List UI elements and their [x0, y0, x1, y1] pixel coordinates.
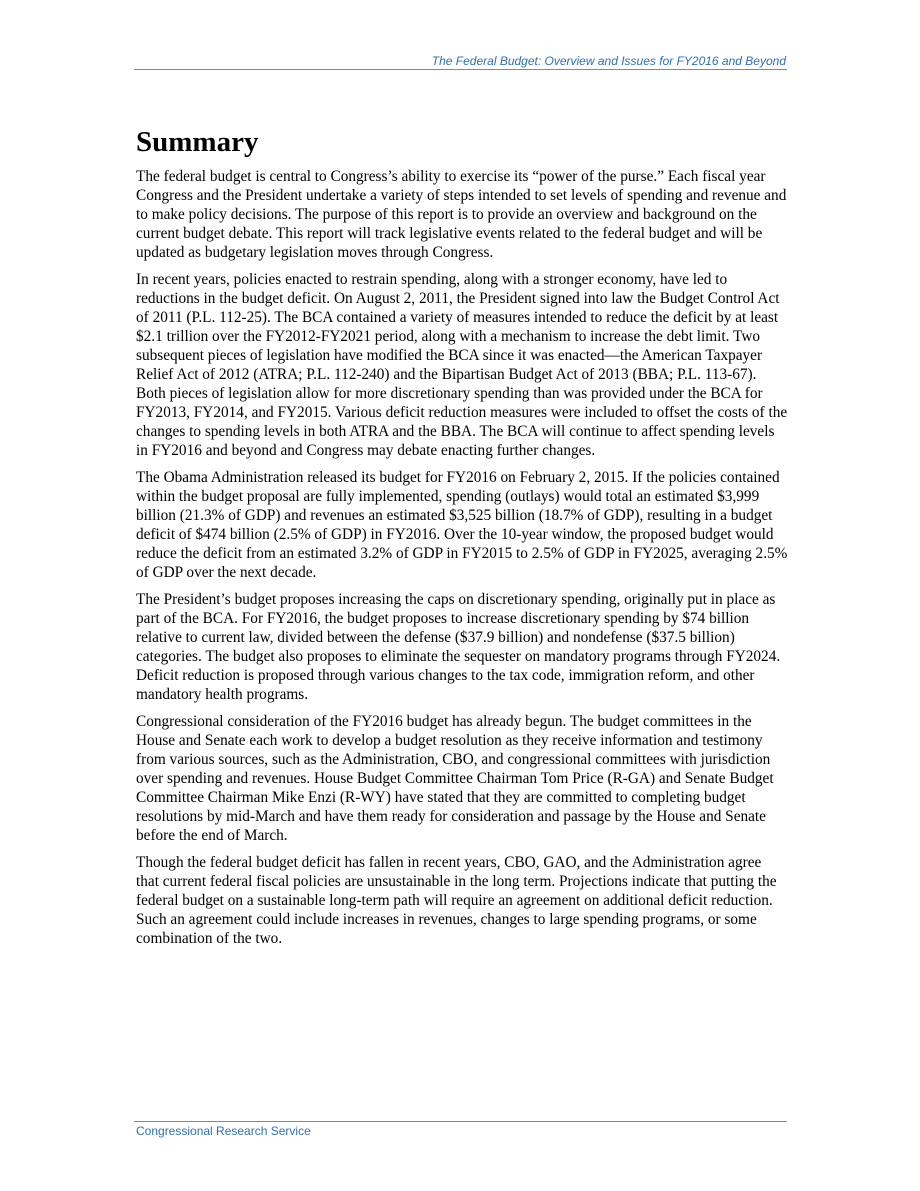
summary-body — [136, 167, 788, 956]
summary-paragraph: Though the federal budget deficit has fallen in recent years, CBO, GAO, and the Administration agree that current federal fiscal policies are unsustainable in the long term. Projections indicate that putting the federal budget on a sustainable long-term path will require an agreement on additional deficit reduction. Such an agreement could include increases in revenues, changes to large spending programs, or some combination of the two. — [136, 854, 777, 947]
summary-paragraph: The President’s budget proposes increasing the caps on discretionary spending, originally put in place as part of the BCA. For FY2016, the budget proposes to increase discretionary spending by $74 billion relative to current law, divided between the defense ($37.9 billion) and nondefense ($37.5 billion) categories. The budget also proposes to eliminate the sequester on mandatory programs through FY2024. Deficit reduction is proposed through various changes to the tax code, immigration reform, and other mandatory health programs. — [136, 591, 781, 703]
footer-divider — [134, 1121, 787, 1122]
header-divider — [134, 69, 787, 70]
summary-paragraph: The Obama Administration released its budget for FY2016 on February 2, 2015. If the policies contained within the budget proposal are fully implemented, spending (outlays) would total an estimated $3,999 billion (21.3% of GDP) and revenues an estimated $3,525 billion (18.7% of GDP), resulting in a budget deficit of $474 billion (2.5% of GDP) in FY2016. Over the 10-year window, the proposed budget would reduce the deficit from an estimated 3.2% of GDP in FY2015 to 2.5% of GDP in FY2025, averaging 2.5% of GDP over the next decade. — [136, 469, 788, 581]
summary-paragraph: Congressional consideration of the FY2016 budget has already begun. The budget committees in the House and Senate each work to develop a budget resolution as they receive information and testimony from various sources, such as the Administration, CBO, and congressional committees with jurisdiction over spending and revenues. House Budget Committee Chairman Tom Price (R-GA) and Senate Budget Committee Chairman Mike Enzi (R-WY) have stated that they are committed to completing budget resolutions by mid-March and have them ready for consideration and passage by the House and Senate before the end of March. — [136, 713, 774, 844]
running-header-title: The Federal Budget: Overview and Issues for FY2016 and Beyond — [431, 54, 786, 68]
summary-paragraph: The federal budget is central to Congress’s ability to exercise its “power of the purse.” Each fiscal year Congress and the President undertake a variety of steps intended to set levels of spending and revenue and to make policy decisions. The purpose of this report is to provide an overview and background on the current budget debate. This report will track legislative events related to the federal budget and will be updated as budgetary legislation moves through Congress. — [136, 168, 787, 261]
footer-organization: Congressional Research Service — [136, 1124, 311, 1138]
summary-paragraph: In recent years, policies enacted to restrain spending, along with a stronger economy, have led to reductions in the budget deficit. On August 2, 2011, the President signed into law the Budget Control Act of 2011 (P.L. 112-25). The BCA contained a variety of measures intended to reduce the deficit by at least $2.1 trillion over the FY2012-FY2021 period, along with a mechanism to increase the debt limit. Two subsequent pieces of legislation have modified the BCA since it was enacted—the American Taxpayer Relief Act of 2012 (ATRA; P.L. 112-240) and the Bipartisan Budget Act of 2013 (BBA; P.L. 113-67). Both pieces of legislation allow for more discretionary spending than was provided under the BCA for FY2013, FY2014, and FY2015. Various deficit reduction measures were included to offset the costs of the changes to spending levels in both ATRA and the BBA. The BCA will continue to affect spending levels in FY2016 and beyond and Congress may debate enacting further changes. — [136, 271, 788, 459]
summary-heading: Summary — [136, 126, 259, 158]
